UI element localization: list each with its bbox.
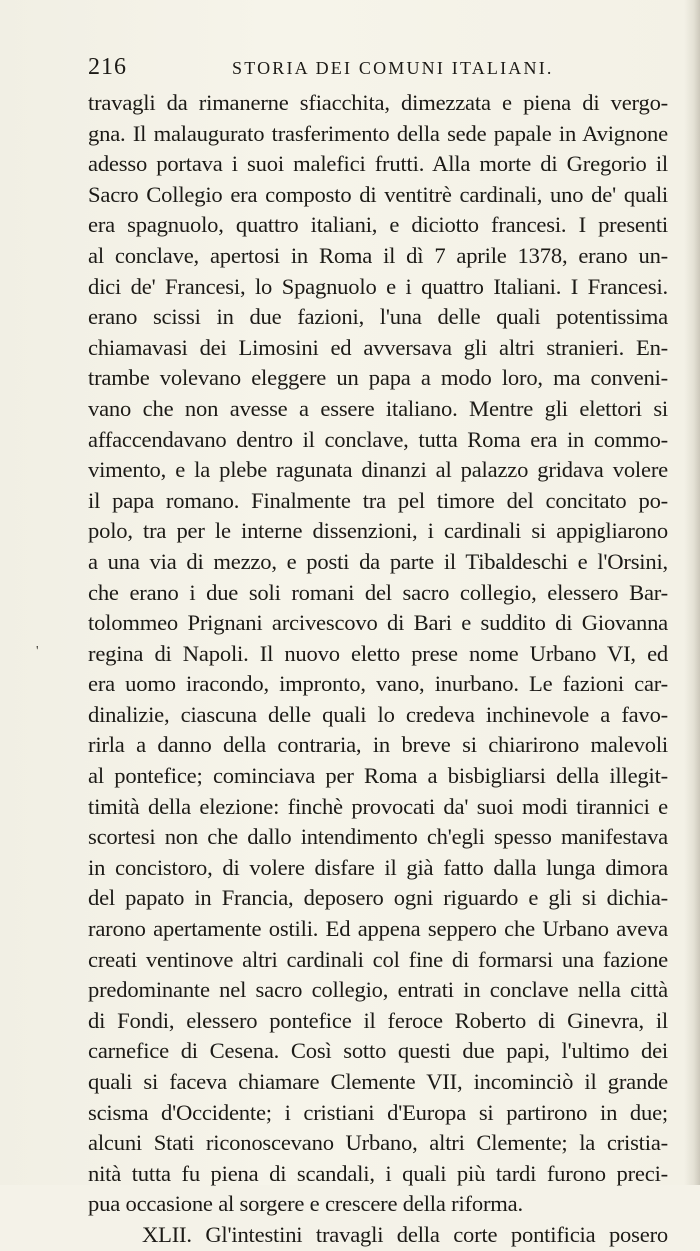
text-line: scisma d'Occidente; i cristiani d'Europa si partirono in due; [88, 1099, 668, 1125]
running-title: STORIA DEI COMUNI ITALIANI. [232, 58, 554, 78]
text-line: adesso portava i suoi malefici frutti. Alla morte di Gregorio il [88, 151, 668, 177]
text-line: predominante nel sacro collegio, entrati in conclave nella città [88, 977, 668, 1003]
text-line: dinalizie, ciascuna delle quali lo credeva inchinevole a favo- [88, 701, 668, 727]
text-line: vano che non avesse a essere italiano. Mentre gli elettori si [88, 395, 668, 421]
page-edge-shadow [684, 0, 700, 1185]
text-line: in concistoro, di volere disfare il già fatto dalla lunga dimora [88, 854, 668, 880]
text-line: rarono apertamente ostili. Ed appena seppero che Urbano aveva [88, 916, 668, 942]
text-line: rirla a danno della contraria, in breve si chiarirono malevoli [88, 732, 668, 758]
text-line: a una via di mezzo, e posti da parte il Tibaldeschi e l'Orsini, [88, 548, 668, 574]
page-number: 216 [88, 54, 127, 80]
text-line: del papato in Francia, deposero ogni riguardo e gli si dichia- [88, 885, 668, 911]
text-line: carnefice di Cesena. Così sotto questi due papi, l'ultimo dei [88, 1038, 668, 1064]
text-line: timità della elezione: finchè provocati da' suoi modi tirannici e [88, 793, 668, 819]
text-line: al pontefice; cominciava per Roma a bisbigliarsi della illegit- [88, 763, 668, 789]
text-line: dici de' Francesi, lo Spagnuolo e i quattro Italiani. I Francesi. [88, 273, 668, 299]
text-line: al conclave, apertosi in Roma il dì 7 aprile 1378, erano un- [88, 242, 668, 268]
text-line: quali si faceva chiamare Clemente VII, incominciò il grande [88, 1069, 668, 1094]
text-line: era uomo iracondo, impronto, vano, inurbano. Le fazioni car- [88, 671, 668, 697]
text-line: trambe volevano eleggere un papa a modo loro, ma conveni- [88, 365, 668, 391]
text-line: era spagnuolo, quattro italiani, e diciotto francesi. I presenti [88, 212, 668, 238]
paragraph-end-line: pua occasione al sorgere e crescere della riforma. [88, 1191, 523, 1217]
text-line: alcuni Stati riconoscevano Urbano, altri Clemente; la cristia- [88, 1130, 668, 1156]
text-line: vimento, e la plebe ragunata dinanzi al palazzo gridava volere [88, 457, 668, 483]
text-line: regina di Napoli. Il nuovo eletto prese nome Urbano VI, ed [88, 640, 668, 666]
text-line: che erano i due soli romani del sacro collegio, elessero Bar- [88, 579, 668, 605]
section-start-line: XLII. Gl'intestini travagli della corte pontificia posero [142, 1221, 668, 1247]
text-line: creati ventinove altri cardinali col fine di formarsi una fazione [88, 946, 668, 972]
text-line: polo, tra per le interne dissenzioni, i cardinali si appigliarono [88, 518, 668, 544]
text-line: Sacro Collegio era composto di ventitrè cardinali, uno de' quali [88, 181, 668, 207]
text-line: di Fondi, elessero pontefice il feroce Roberto di Ginevra, il [88, 1007, 668, 1033]
text-line: il papa romano. Finalmente tra pel timore del concitato po- [88, 487, 668, 513]
body-text [88, 88, 668, 1251]
text-line: nità tutta fu piena di scandali, i quali più tardi furono preci- [88, 1160, 668, 1186]
text-line: travagli da rimanerne sfiacchita, dimezzata e piena di vergo- [88, 90, 668, 115]
text-line: chiamavasi dei Limosini ed avversava gli altri stranieri. En- [88, 334, 668, 360]
text-line: gna. Il malaugurato trasferimento della sede papale in Avignone [88, 120, 668, 146]
text-line: scortesi non che dallo intendimento ch'egli spesso manifestava [88, 824, 668, 850]
text-line: tolommeo Prignani arcivescovo di Bari e suddito di Giovanna [88, 610, 668, 636]
text-line: affaccendavano dentro il conclave, tutta Roma era in commo- [88, 426, 668, 452]
page-header [88, 54, 668, 84]
text-line: erano scissi in due fazioni, l'una delle quali potentissima [88, 304, 668, 330]
margin-mark: ' [36, 644, 39, 659]
